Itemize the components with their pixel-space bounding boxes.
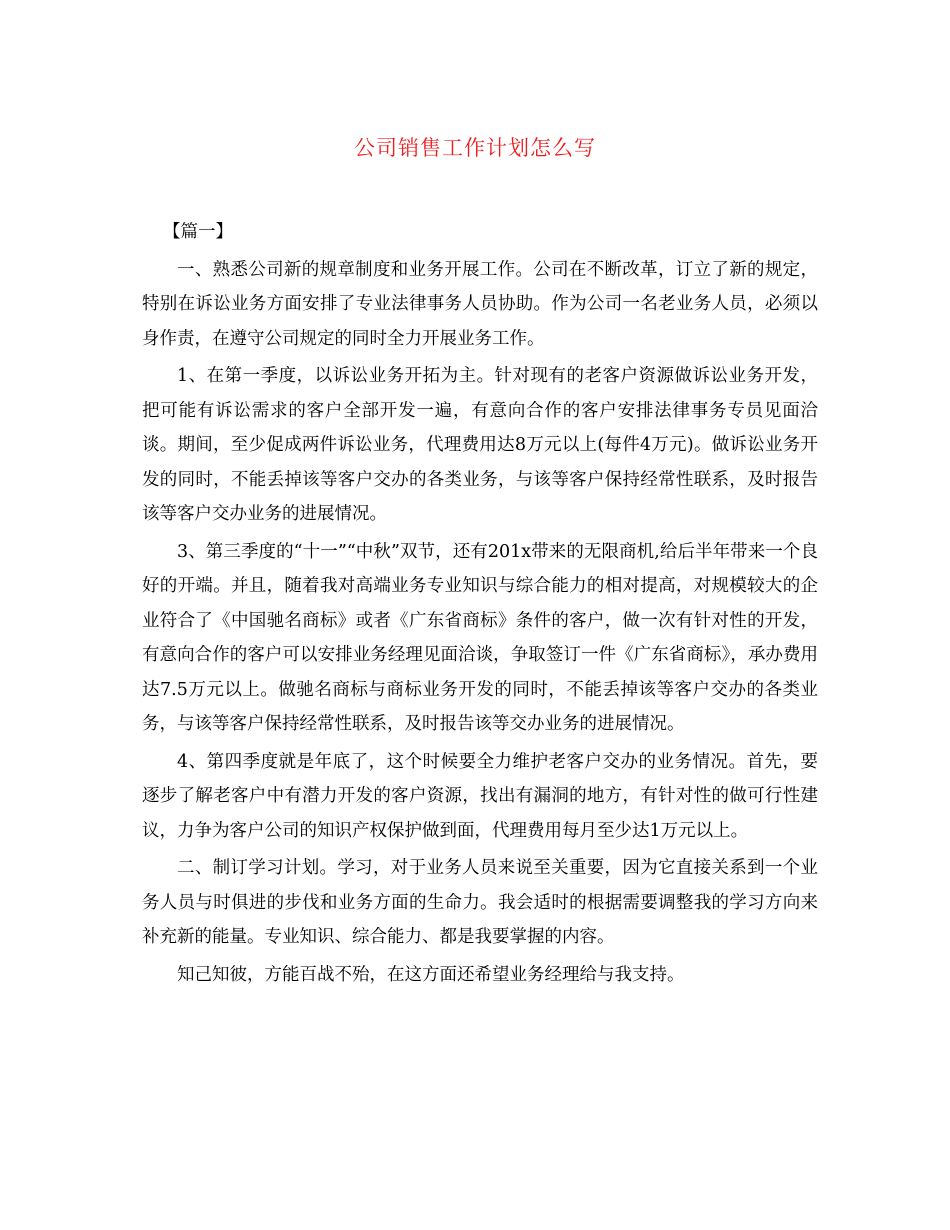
document-title: 公司销售工作计划怎么写 <box>354 136 596 160</box>
document-body <box>142 215 818 995</box>
paragraph-familiarize-rules: 一、熟悉公司新的规章制度和业务开展工作。公司在不断改革，订立了新的规定，特别在诉讼业务方面安排了专业法律事务人员协助。作为公司一名老业务人员，必须以身作责，在遵守公司规定的同时全力开展业务工作。 <box>142 259 818 349</box>
paragraph-study-plan: 二、制订学习计划。学习，对于业务人员来说至关重要，因为它直接关系到一个业务人员与时俱进的步伐和业务方面的生命力。我会适时的根据需要调整我的学习方向来补充新的能量。专业知识、综合能力、都是我要掌握的内容。 <box>142 858 818 947</box>
section-heading: 【篇一】 <box>163 222 233 242</box>
paragraph-fourth-quarter: 4、第四季度就是年底了，这个时候要全力维护老客户交办的业务情况。首先，要逐步了解老客户中有潜力开发的客户资源，找出有漏洞的地方，有针对性的做可行性建议，力争为客户公司的知识产权保护做到面，代理费用每月至少达1万元以上。 <box>142 751 818 841</box>
paragraph-closing: 知己知彼，方能百战不殆，在这方面还希望业务经理给与我支持。 <box>177 964 685 985</box>
paragraph-first-quarter: 1、在第一季度，以诉讼业务开拓为主。针对现有的老客户资源做诉讼业务开发，把可能有诉讼需求的客户全部开发一遍，有意向合作的客户安排法律事务专员见面洽谈。期间，至少促成两件诉讼业务，代理费用达8万元以上(每件4万元)。做诉讼业务开发的同时，不能丢掉该等客户交办的各类业务，与该等客户保持经常性联系，及时报告该等客户交办业务的进展情况。 <box>142 366 818 524</box>
paragraph-third-quarter: 3、第三季度的“十一”“中秋”双节，还有201x带来的无限商机,给后半年带来一个良好的开端。并且，随着我对高端业务专业知识与综合能力的相对提高，对规模较大的企业符合了《中国驰名商标》或者《广东省商标》条件的客户，做一次有针对性的开发，有意向合作的客户可以安排业务经理见面洽谈，争取签订一件《广东省商标》，承办费用达7.5万元以上。做驰名商标与商标业务开发的同时，不能丢掉该等客户交办的各类业务，与该等客户保持经常性联系，及时报告该等交办业务的进展情况。 <box>142 541 818 734</box>
